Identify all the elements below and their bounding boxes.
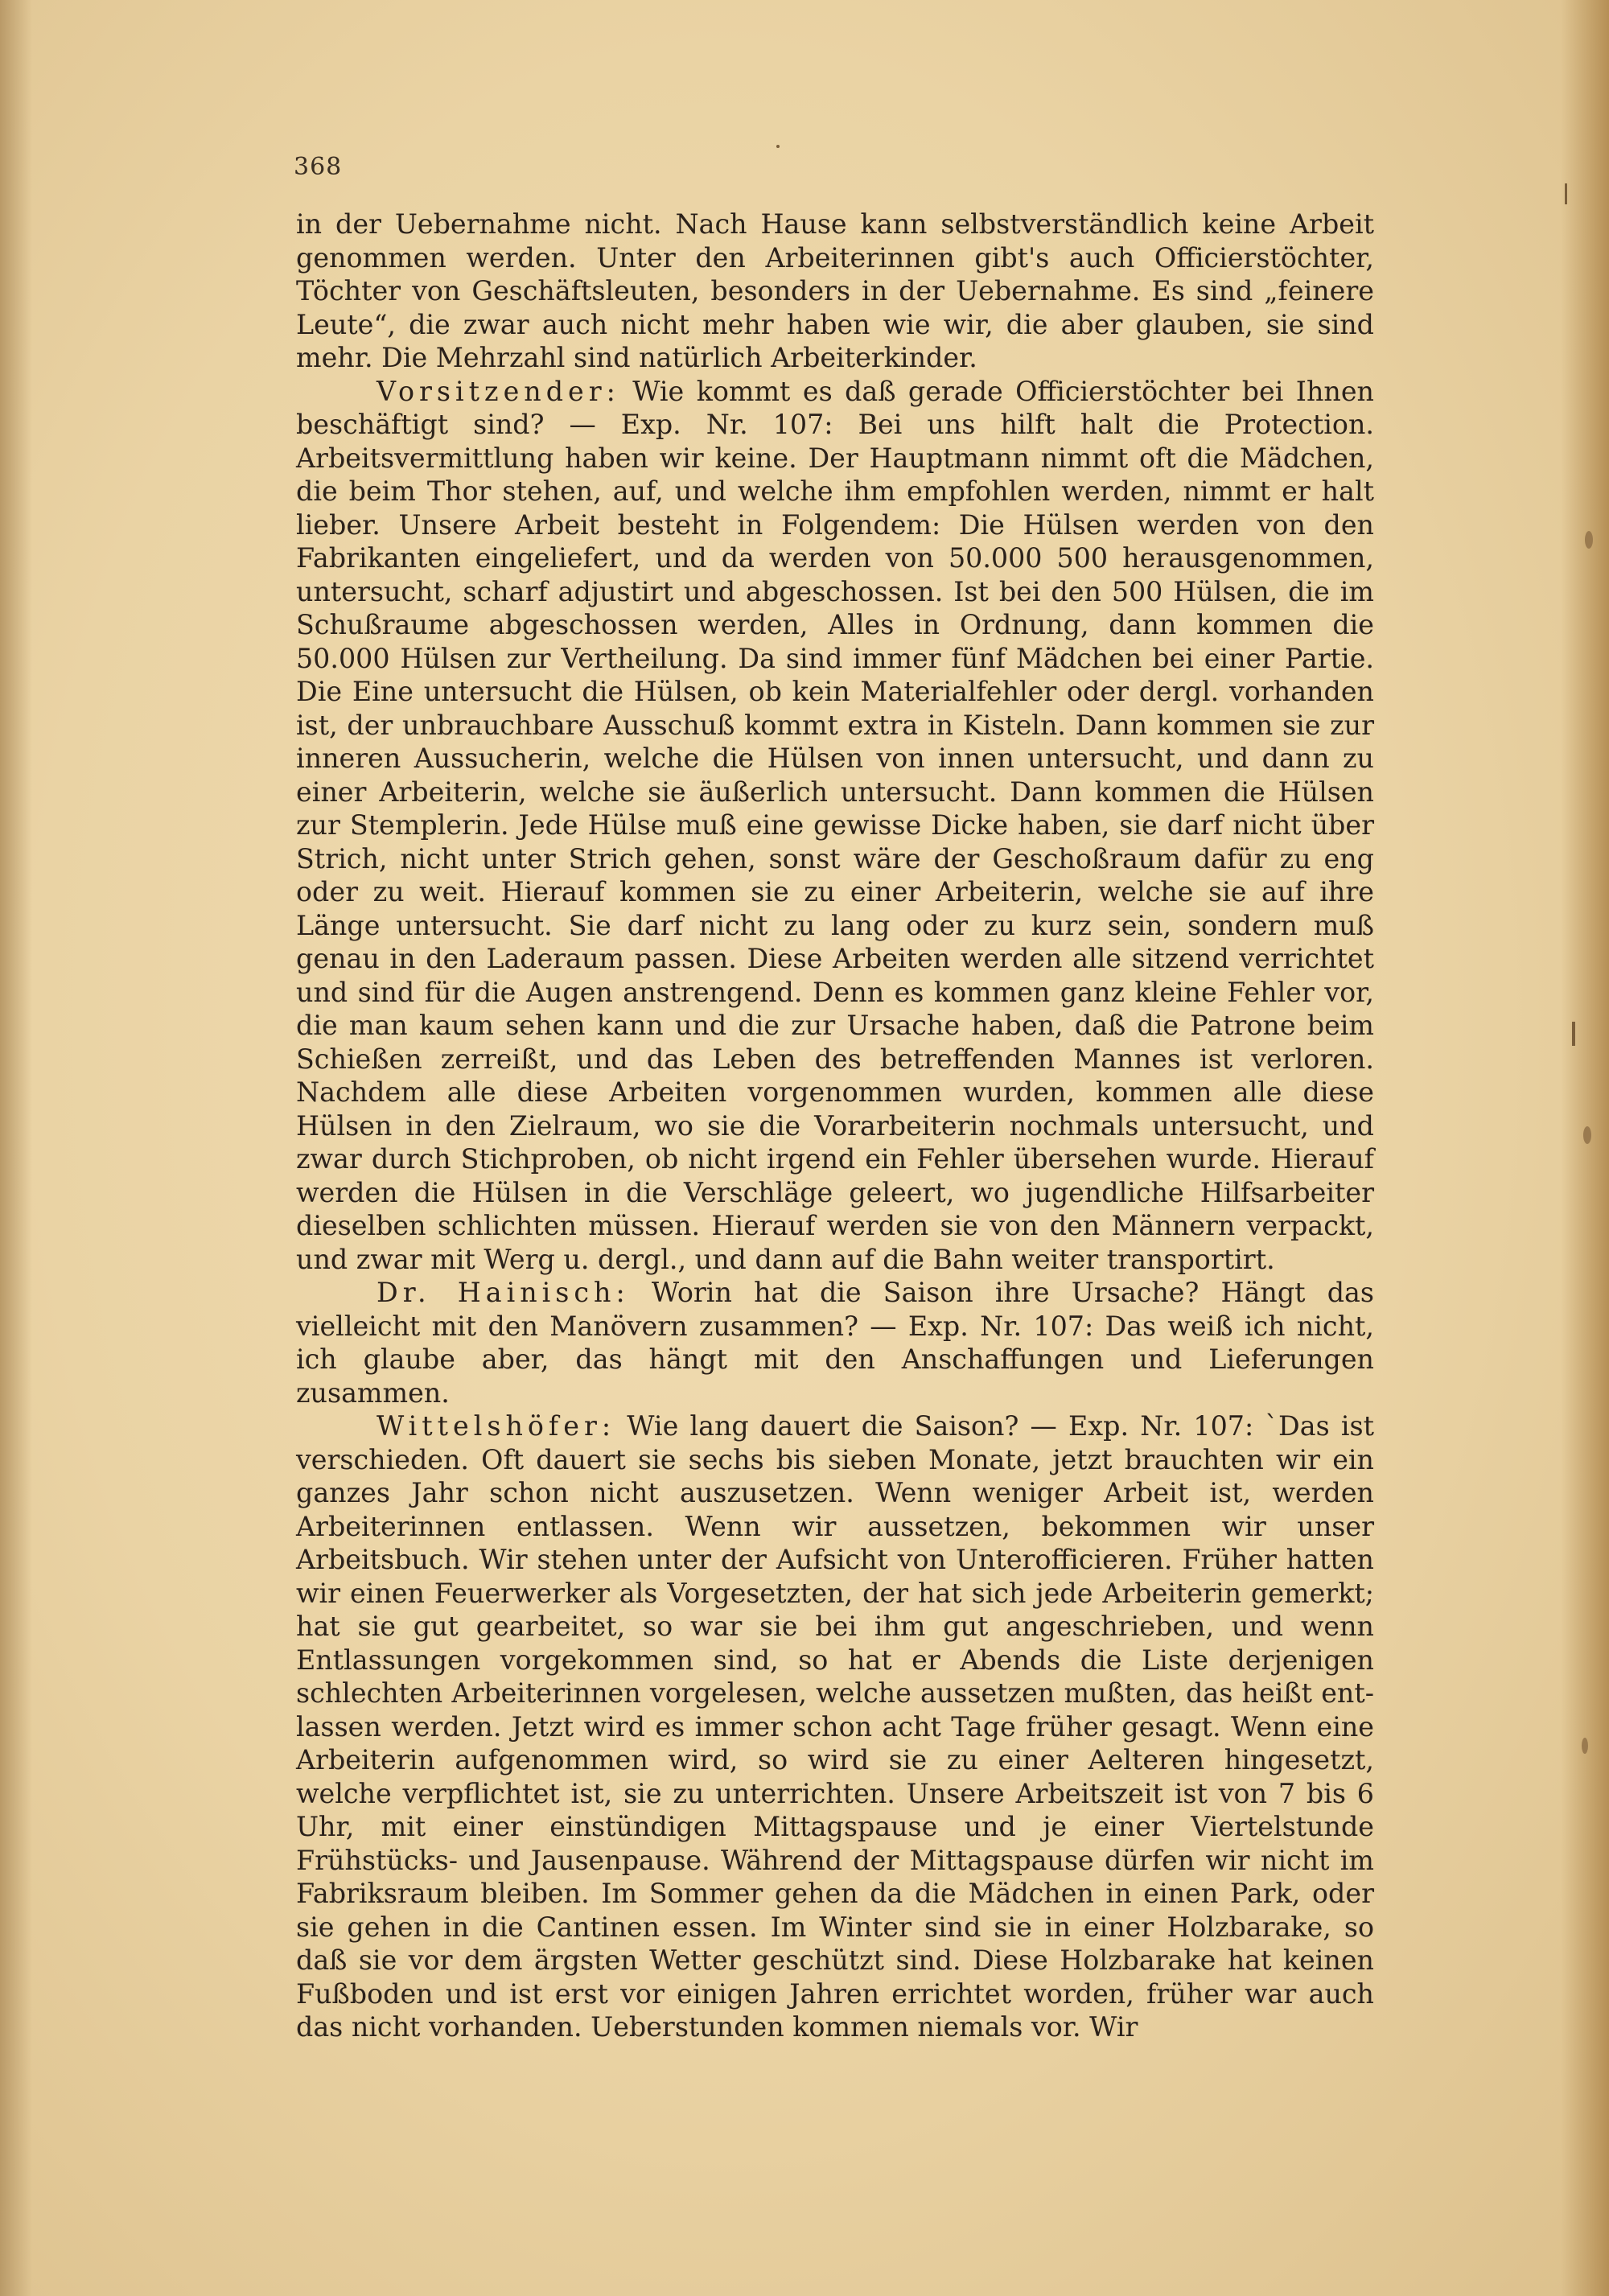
paragraph-4 [296,1409,1374,2044]
margin-mark-2 [1585,531,1593,549]
body-text [296,208,1374,2044]
paragraph-text: Wie lang dauert die Saison? — Exp. Nr. 107: `Das ist verschieden. Oft dauert sie sechs bis sieben Monate, jetzt brauchten wir ein ganzes Jahr schon nicht auszusetzen. Wenn weniger Arbeit ist, werden Arbeiterinnen entlassen. Wenn wir aussetzen, bekommen wir unser Arbeitsbuch. Wir stehen unter der Aufsicht von Unterofficieren. Früher hatten wir einen Feuerwerker als Vorgesetzten, der hat sich jede Arbeiterin gemerkt; hat sie gut gearbeitet, so war sie bei ihm gut angeschrieben, und wenn Entlassungen vorgekommen sind, so hat er Abends die Liste derjenigen schlechten Arbeiterinnen vorgelesen, welche aussetzen mußten, das heißt entlassen werden. Jetzt wird es immer schon acht Tage früher gesagt. Wenn eine Arbeiterin aufgenommen wird, so wird sie zu einer Aelteren hingesetzt, welche verpflichtet ist, sie zu unterrichten. Unsere Arbeitszeit ist von 7 bis 6 Uhr, mit einer einstündigen Mittagspause und je einer Viertelstunde Frühstücks- und Jausenpause. Während der Mittagspause dürfen wir nicht im Fabriksraum bleiben. Im Sommer gehen da die Mädchen in einen Park, oder sie gehen in die Cantinen essen. Im Winter sind sie in einer Holzbarake, so daß sie vor dem ärgsten Wetter geschützt sind. Diese Holzbarake hat keinen Fußboden und ist erst vor einigen Jahren errichtet worden, früher war auch das nicht vorhanden. Ueberstunden kommen niemals vor. Wir [296,1410,1374,2043]
margin-mark-6 [776,145,780,148]
paragraph-1 [296,208,1374,375]
speaker-name: Vorsitzender: [377,375,620,407]
paragraph-3 [296,1276,1374,1409]
paragraph-text: Wie kommt es daß gerade Officierstöchter bei Ihnen beschäftigt sind? — Exp. Nr. 107: Bei uns hilft halt die Protection. Arbeitsvermittlung haben wir keine. Der Hauptmann nimmt oft die Mädchen, die beim Thor stehen, auf, und welche ihm empfohlen werden, nimmt er halt lieber. Unsere Arbeit besteht in Folgendem: Die Hülsen werden von den Fabrikanten eingeliefert, und da werden von 50.000 500 herausgenommen, untersucht, scharf adjustirt und abgeschossen. Ist bei den 500 Hülsen, die im Schußraume abgeschossen werden, Alles in Ordnung, dann kommen die 50.000 Hülsen zur Vertheilung. Da sind immer fünf Mädchen bei einer Partie. Die Eine untersucht die Hülsen, ob kein Materialfehler oder dergl. vorhanden ist, der unbrauchbare Ausschuß kommt extra in Kisteln. Dann kommen sie zur inneren Aussucherin, welche die Hülsen von innen untersucht, und dann zu einer Arbeiterin, welche sie äußerlich untersucht. Dann kommen die Hülsen zur Stemplerin. Jede Hülse muß eine gewisse Dicke haben, sie darf nicht über Strich, nicht unter Strich gehen, sonst wäre der Geschoßraum dafür zu eng oder zu weit. Hierauf kommen sie zu einer Arbeiterin, welche sie auf ihre Länge untersucht. Sie darf nicht zu lang oder zu kurz sein, sondern muß genau in den Laderaum passen. Diese Arbeiten werden alle sitzend verrichtet und sind für die Augen anstrengend. Denn es kommen ganz kleine Fehler vor, die man kaum sehen kann und die zur Ursache haben, daß die Patrone beim Schießen zerreißt, und das Leben des betreffenden Mannes ist verloren. Nachdem alle diese Arbeiten vorgenommen wurden, kommen alle diese Hülsen in den Zielraum, wo sie die Vorarbeiterin nochmals untersucht, und zwar durch Stichproben, ob nicht irgend ein Fehler übersehen wurde. Hierauf werden die Hülsen in die Verschläge geleert, wo jugendliche Hilfsarbeiter dieselben schlichten müssen. Hierauf werden sie von den Männern verpackt, und zwar mit Werg u. dergl., und dann auf die Bahn weiter transportirt. [296,375,1374,1275]
page-number: 368 [294,153,343,181]
speaker-name: Wittelshöfer: [377,1410,616,1442]
paragraph-text: in der Uebernahme nicht. Nach Hause kann selbstverständlich keine Arbeit genommen werden. Unter den Arbeiterinnen gibt's auch Officierstöchter, Töchter von Geschäftsleuten, besonders in der Uebernahme. Es sind „feinere Leute“, die zwar auch nicht mehr haben wie wir, die aber glauben, sie sind mehr. Die Mehrzahl sind natürlich Arbeiterkinder. [296,208,1374,373]
margin-mark-5 [1582,1738,1588,1754]
page-edge [1561,0,1609,2296]
margin-mark-3 [1572,1022,1575,1046]
margin-mark-1 [1565,183,1567,204]
gutter-shadow [0,0,32,2296]
margin-mark-4 [1583,1126,1591,1144]
paragraph-2 [296,375,1374,1277]
speaker-name: Dr. Hainisch: [377,1277,630,1308]
paragraph-text: Worin hat die Saison ihre Ursache? Hängt das vielleicht mit den Manövern zusammen? — Exp. Nr. 107: Das weiß ich nicht, ich glaube aber, das hängt mit den Anschaffungen und Lieferungen zusammen. [296,1277,1374,1409]
